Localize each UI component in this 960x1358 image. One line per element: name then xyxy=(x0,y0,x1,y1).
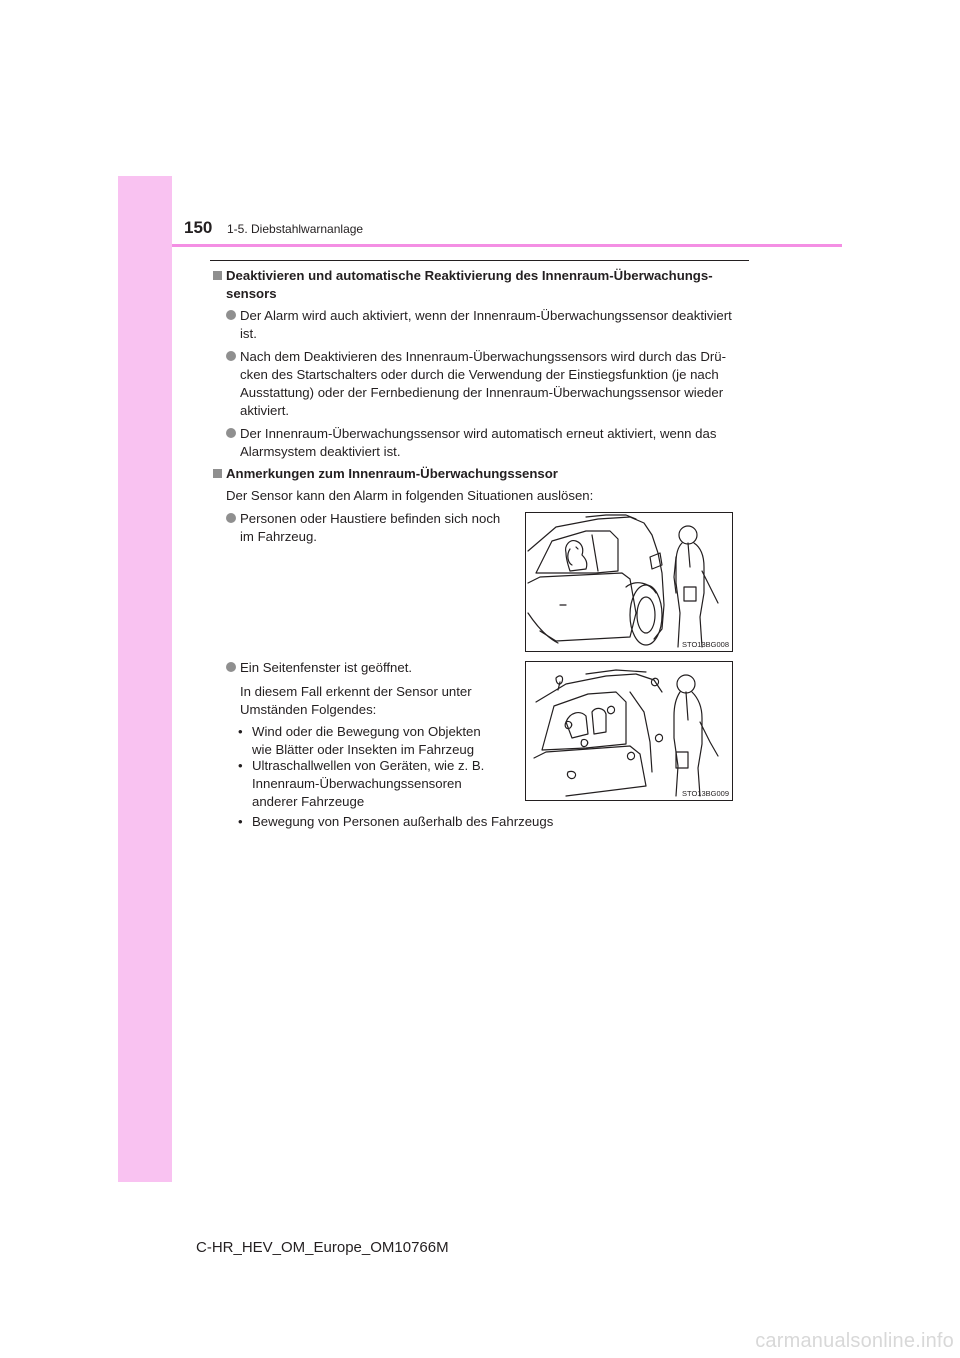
round-bullet-icon xyxy=(226,662,236,672)
round-bullet-icon xyxy=(226,513,236,523)
bullet-deactivate-2-line4: aktiviert. xyxy=(240,403,290,418)
bullet-notes-1: Personen oder Haustiere befinden sich noch xyxy=(240,510,512,528)
page-number: 150 xyxy=(184,218,213,237)
car-open-window-illustration xyxy=(526,662,732,800)
figure-code: STO13BG009 xyxy=(682,789,729,798)
square-bullet-icon xyxy=(213,271,222,280)
sub-item-wind: • Wind oder die Bewegung von Objekten xyxy=(238,724,481,739)
round-bullet-icon xyxy=(226,351,236,361)
section-heading-notes: Anmerkungen zum Innenraum-Überwachungssensor xyxy=(226,465,558,483)
sub-item-wind-cont: wie Blätter oder Insekten im Fahrzeug xyxy=(252,742,475,757)
bullet-notes-2-text-line2: Umständen Folgendes: xyxy=(240,702,377,717)
round-bullet-icon xyxy=(226,310,236,320)
figure-pet-in-vehicle xyxy=(525,512,733,652)
bullet-deactivate-1: Der Alarm wird auch aktiviert, wenn der Innenraum-Überwachungssensor deaktiviert xyxy=(240,307,749,325)
section-heading-deactivate: Deaktivieren und automatische Reaktivierung des Innenraum-Überwachungs- xyxy=(226,267,749,285)
sub-item-ultrasound-line2: Innenraum-Überwachungssensoren xyxy=(252,776,462,791)
pink-sidebar xyxy=(118,176,172,1182)
figure-code: STO13BG008 xyxy=(682,640,729,649)
sub-item-people-outside: • Bewegung von Personen außerhalb des Fahrzeugs xyxy=(238,814,554,829)
sub-item-ultrasound: • Ultraschallwellen von Geräten, wie z. B. xyxy=(238,758,485,773)
notes-intro: Der Sensor kann den Alarm in folgenden Situationen auslösen: xyxy=(226,488,594,503)
bullet-notes-2-text-line1: In diesem Fall erkennt der Sensor unter xyxy=(240,684,472,699)
chapter-title: 1-5. Diebstahlwarnanlage xyxy=(227,222,364,236)
bullet-notes-2: Ein Seitenfenster ist geöffnet. xyxy=(240,659,412,677)
section-rule xyxy=(210,260,749,261)
bullet-deactivate-2-line3: Ausstattung) oder der Fernbedienung der Innenraum-Überwachungssensor wieder xyxy=(240,385,724,400)
bullet-deactivate-2-line2: cken des Startschalters oder durch die Verwendung der Einstiegsfunktion (je nach xyxy=(240,367,719,382)
bullet-deactivate-1-cont: ist. xyxy=(240,326,257,341)
square-bullet-icon xyxy=(213,469,222,478)
bullet-notes-1-cont: im Fahrzeug. xyxy=(240,529,317,544)
bullet-deactivate-2: Nach dem Deaktivieren des Innenraum-Überwachungssensors wird durch das Drü- xyxy=(240,348,749,366)
figure-open-window xyxy=(525,661,733,801)
car-with-dog-illustration xyxy=(526,513,732,651)
document-code: C-HR_HEV_OM_Europe_OM10766M xyxy=(196,1239,449,1256)
round-bullet-icon xyxy=(226,428,236,438)
header-rule xyxy=(172,244,842,247)
bullet-deactivate-3-cont: Alarmsystem deaktiviert ist. xyxy=(240,444,401,459)
section-heading-deactivate-cont: sensors xyxy=(226,286,277,301)
watermark: carmanualsonline.info xyxy=(755,1330,954,1352)
bullet-deactivate-3: Der Innenraum-Überwachungssensor wird automatisch erneut aktiviert, wenn das xyxy=(240,425,749,443)
sub-item-ultrasound-line3: anderer Fahrzeuge xyxy=(252,794,365,809)
